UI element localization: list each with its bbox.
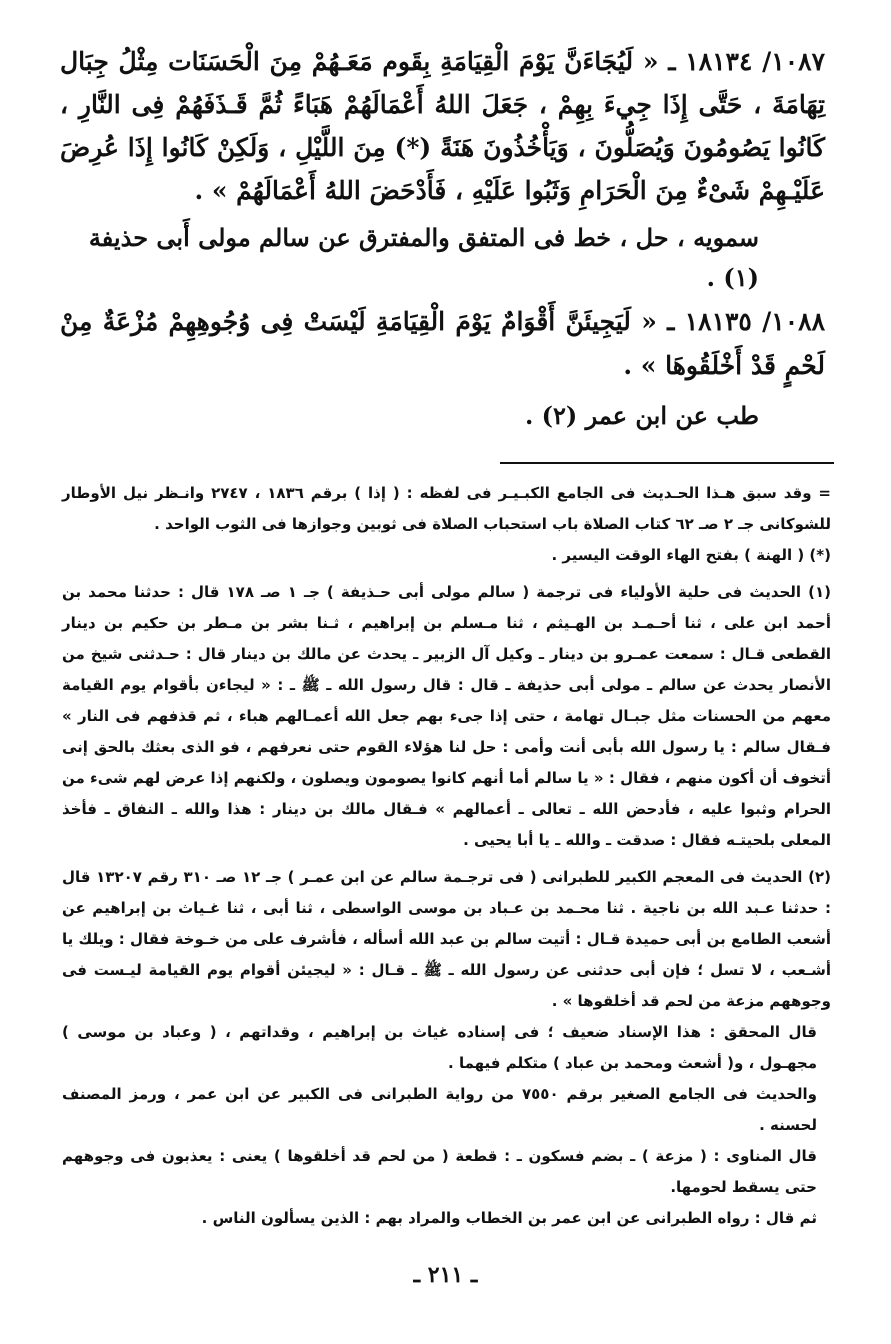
footnote-jami: والحديث فى الجامع الصغير برقم ٧٥٥٠ من رواية الطبرانى فى الكبير عن ابن عمر ، ورمز المصنف لحسنه .: [62, 1085, 817, 1134]
footnote-munawi: قال المناوى : ( مزعة ) ـ بضم فسكون ـ : قطعة ( من لحم قد أخلقوها ) يعنى : يعذبون فى وجوههم حتى يسقط لحومها.: [62, 1147, 817, 1196]
hadith-1087: ١٠٨٧/ ١٨١٣٤ ـ « لَيُجَاءَنَّ يَوْمَ الْقِيَامَةِ بِقَوم مَعَـهُمْ مِنَ الْحَسَنَات مِثْلُ جِبَال تِهَامَةَ ، حَتَّى إِذَا جِيءَ بِهِمْ ، جَعَلَ اللهُ أَعْمَالَهُمْ هَبَاءً ثُمَّ قَـذَفَهُمْ فِى النَّارِ ، كَانُوا يَصُومُونَ وَيُصَلُّونَ ، وَيَأْخُذُونَ هَنَةً (*) مِنَ اللَّيْلِ ، وَلَكِنْ كَانُوا إِذَا عُرِضَ عَلَيْـهِمْ شَىْءٌ مِنَ الْحَرَامِ وَثَبُوا عَلَيْهِ ، فَأَدْحَضَ اللهُ أَعْمَالَهُمْ » .: [60, 47, 825, 205]
footnote-star: (*) ( الهنة ) بفتح الهاء الوقت اليسير .: [551, 546, 831, 564]
hadith-1088: ١٠٨٨/ ١٨١٣٥ ـ « لَيَجِيئَنَّ أَقْوَامٌ يَوْمَ الْقِيَامَةِ لَيْسَتْ فِى وُجُوهِهِمْ مُزْعَةٌ مِنْ لَحْمٍ قَدْ أَخْلَقُوهَا » .: [60, 307, 825, 380]
footnote-1: (١) الحديث فى حلية الأولياء فى ترجمة ( سالم مولى أبى حـذيفة ) جـ ١ صـ ١٧٨ قال : حدثنا محمد بن أحمد ابن على ، ثنا أحـمـد بن الهـيثم ، ثنا مـسلم بن إبراهيم ، ثـنا بشر بن مـطر بن حكيم بن دينار القطعى قـال : سمعت عمـرو بن دينار ـ وكيل آل الزبير ـ يحدث عن مالك بن دينار قال : حـدثنى شيخ من الأنصار يحدث عن سالم ـ مولى أبى حذيفة ـ قال : قال رسول الله ـ ﷺ ـ : « ليجاءن بأقوام يوم القيامة معهم من الحسنات مثل جبـال تهامة ، حتى إذا جىء بهم جعل الله أعمـالهم هباء ، ثم قذفهم فى النار » فـقال سالم : يا رسول الله بأبى أنت وأمى : حل لنا هؤلاء القوم حتى نعرفهم ، فو الذى بعثك بالحق إنى أتخوف أن أكون منهم ، فقال : « يا سالم أما أنهم كانوا يصومون ويصلون ، ولكنهم إذا عرض لهم شىء من الحرام وثبوا عليه ، فأدحض الله ـ تعالى ـ أعمالهم » فـقال مالك بن دينار : هذا والله ـ النفاق ـ فأخذ المعلى بلحيتـه فقال : صدقت ـ والله ـ يا أبا يحيى .: [62, 583, 831, 849]
main-text: [60, 40, 825, 436]
footnote-continuation: = وقد سبق هـذا الحـديث فى الجامع الكبـيـر فى لفظه : ( إذا ) برقم ١٨٣٦ ، ٢٧٤٧ وانـظر نيل الأوطار للشوكانى جـ ٢ صـ ٦٢ كتاب الصلاة باب استحباب الصلاة فى ثوبين وجوازها فى الثوب الواحد .: [62, 484, 831, 533]
footnote-separator: [500, 462, 834, 464]
page-number: ـ ٢١١ ـ: [413, 1262, 478, 1288]
footnote-muhaqqiq: قال المحقق : هذا الإسناد ضعيف ؛ فى إسناده غياث بن إبراهيم ، وقداتهم ، ( وعباد بن موسى ) مجهـول ، و( أشعث ومحمد بن عباد ) متكلم فيهما .: [62, 1023, 817, 1072]
footnotes: [62, 478, 831, 1234]
hadith-1088-source: طب عن ابن عمر (٢) .: [524, 401, 759, 430]
footnote-2: (٢) الحديث فى المعجم الكبير للطبرانى ( فى ترجـمة سالم عن ابن عمـر ) جـ ١٢ صـ ٣١٠ رقم ١٣٢٠٧ قال : حدثنا عـبد الله بن ناجية . ثنا محـمد بن عـباد بن موسى الواسطى ، ثنا أبى ، ثنا غـياث بن إبراهيم عن أشعب الطامع بن أبى حميدة قـال : أتيت سالم بن عبد الله أسأله ، فأشرف على من خـوخة فقال : ويلك يا أشـعب ، لا تسل ؛ فإن أبى حدثنى عن رسول الله ـ ﷺ ـ قـال : « ليجيئن أقوام يوم القيامة ليـست فى وجوههم مزعة من لحم قد أخلقوها » .: [62, 868, 831, 1010]
hadith-1087-source: سمويه ، حل ، خط فى المتفق والمفترق عن سالم مولى أَبى حذيفة (١) .: [88, 223, 759, 292]
footnote-then: ثم قال : رواه الطبرانى عن ابن عمر بن الخطاب والمراد بهم : الذين يسألون الناس .: [201, 1209, 817, 1227]
